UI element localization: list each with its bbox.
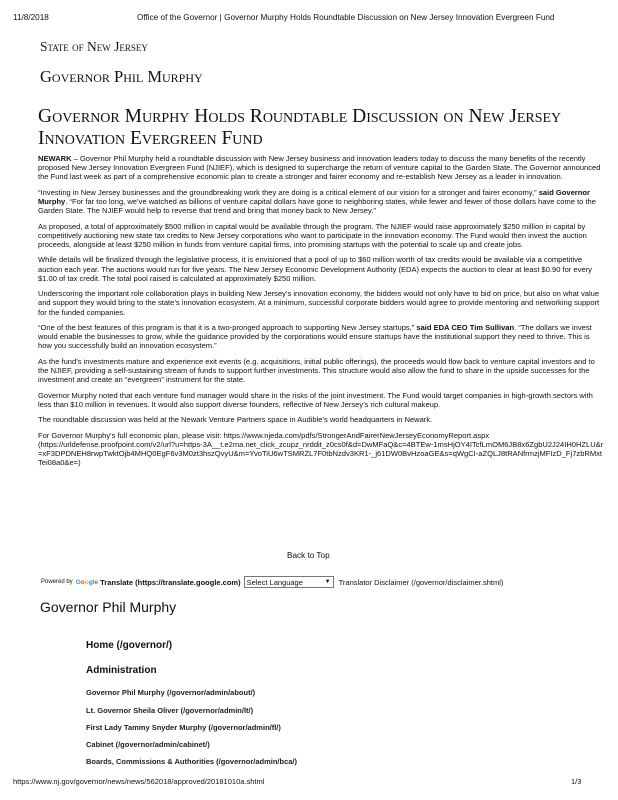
headline-line-1: Governor Murphy Holds Roundtable Discussion on New Jersey bbox=[38, 106, 562, 127]
quote-governor-cont: . “For far too long, we’ve watched as billions of venture capital dollars have gone to neighboring states, while fewer and fewer of those dollars have come to the Garden State. The NJIEF would help to reverse that trend and bring that money back to New Jersey.” bbox=[38, 197, 596, 216]
paragraph-2 bbox=[38, 188, 604, 216]
translate-bar bbox=[41, 576, 503, 588]
dateline: NEWARK bbox=[38, 154, 72, 163]
footer-nav-administration: Administration bbox=[86, 665, 157, 676]
print-page-title: Office of the Governor | Governor Murphy Holds Roundtable Discussion on New Jersey Innovation Evergreen Fund bbox=[137, 13, 555, 22]
state-of-new-jersey-link[interactable]: State of New Jersey bbox=[40, 39, 148, 54]
article-body bbox=[38, 154, 604, 474]
quote-governor: “Investing in New Jersey businesses and the groundbreaking work they are doing is a critical element of our vision for a stronger and fairer economy,” bbox=[38, 187, 539, 197]
quote-eda-cont: . “The dollars we invest would enable the businesses to grow, while the guidance provided by the corporations would ensure startups have the institutional support they need to thrive. This is how you successfully build an innovation ecosystem.” bbox=[38, 322, 592, 351]
chevron-down-icon: ▼ bbox=[324, 579, 331, 585]
paragraph-1 bbox=[38, 154, 604, 182]
footer-nav-item[interactable]: Cabinet (/governor/admin/cabinet/) bbox=[86, 740, 210, 749]
translator-disclaimer-link[interactable]: Translator Disclaimer (/governor/disclaimer.shtml) bbox=[338, 577, 504, 587]
footer-nav-item[interactable]: Governor Phil Murphy (/governor/admin/about/) bbox=[86, 688, 256, 697]
paragraph-7: As the fund’s investments mature and experience exit events (e.g. acquisitions, initial public offerings), the proceeds would flow back to venture capital investors and to the NJIEF, providing a self-sustaining stream of funds to support further investments. This structure would also allow the fund to share in the upside successes for the investment and create an “evergreen” instrument for the state. bbox=[38, 356, 595, 385]
quote-eda: “One of the best features of this program is that it is a two-pronged approach to supporting New Jersey startups,” bbox=[38, 322, 417, 332]
powered-by-label: Powered by bbox=[41, 579, 73, 585]
print-page-number: 1/3 bbox=[571, 777, 582, 786]
economic-plan-tracking-url[interactable]: (https://urldefense.proofpoint.com/v2/url?u=https-3A__t.e2ma.net_click_zcupz_nrddit_z0cs0f&d=DwMFaQ&c=4BTEw-1msHjOY4ITcfLmOM6JB8x6ZgbU2J24IH0HZLU&r=xF3DPDNEH8rwpTwktOjb4MHQ0EgF6v3M0zt3hszQvyU&m=YvoTiU6wTSMRZL7F0tbNzdv3KR1-_j61DW0BvHzoaGE&s=qWgCI-aZQLJ8tRANfrmzjMFIzD_Fj7zbRMxtTei08a0&e=) bbox=[38, 439, 604, 468]
governor-title-link[interactable]: Governor Phil Murphy bbox=[40, 67, 203, 86]
economic-plan-link[interactable]: For Governor Murphy's full economic plan, please visit: https://www.njeda.com/pdfs/StrongerAndFairerNewJerseyEconomyReport.aspx bbox=[38, 430, 490, 440]
footer-nav-item[interactable]: First Lady Tammy Snyder Murphy (/governor/admin/fl/) bbox=[86, 723, 281, 732]
paragraph-10 bbox=[38, 431, 604, 468]
paragraph-4: While details will be finalized through the legislative process, it is envisioned that a pool of up to $60 million worth of tax credits would be available via a competitive auction each year. The auctions would run for five years. The New Jersey Economic Development Authority (EDA) expects the auction to clear at least $0.90 for every $1.00 of tax credit. The total pool raised is calculated at approximately $250 million. bbox=[38, 255, 592, 283]
footer-governor-name: Governor Phil Murphy bbox=[40, 599, 177, 615]
back-to-top-link[interactable]: Back to Top bbox=[287, 551, 330, 560]
language-select[interactable] bbox=[244, 576, 334, 588]
footer-nav-item[interactable]: Boards, Commissions & Authorities (/governor/admin/bca/) bbox=[86, 757, 298, 766]
attribution-eda: said EDA CEO Tim Sullivan bbox=[416, 322, 515, 332]
paragraph-1-text: – Governor Phil Murphy held a roundtable discussion with New Jersey business and innovation leaders today to discuss the many benefits of the recently proposed New Jersey Innovation Evergreen Fund (NJIEF), which is designed to supercharge the return of venture capital to the Garden State. The Governor announced the Fund last week as part of a comprehensive economic plan to create a stronger and fairer economy and re-establish New Jersey as a leader in innovation. bbox=[38, 154, 601, 182]
footer-nav-home[interactable]: Home (/governor/) bbox=[86, 640, 173, 651]
article-headline bbox=[38, 106, 598, 150]
paragraph-3: As proposed, a total of approximately $500 million in capital would be available through the program. The NJIEF would raise approximately $250 million in capital by competitively auctioning new state tax credits to New Jersey corporations who want to participate in the innovation economy. The Fund would then invest the auction proceeds, alongside at least $250 million in funds from venture capital firms, into promising startups with the potential to scale up and create jobs. bbox=[38, 221, 587, 249]
paragraph-6 bbox=[38, 323, 604, 351]
language-select-value: Select Language bbox=[246, 577, 303, 587]
paragraph-9: The roundtable discussion was held at the Newark Venture Partners space in Audible’s world headquarters in Newark. bbox=[38, 415, 433, 425]
attribution-governor: said Governor Murphy bbox=[38, 187, 590, 206]
google-translate-link[interactable]: Translate (https://translate.google.com) bbox=[100, 577, 241, 587]
paragraph-5: Underscoring the important role collaboration plays in building New Jersey’s innovation economy, the bidders would not only have to bid on price, but also on what value and support they would bring to the state’s innovation ecosystem. At a minimum, successful corporate bidders would agree to provide mentoring and networking support for the funded companies. bbox=[38, 289, 600, 317]
paragraph-8: Governor Murphy noted that each venture fund manager would share in the risks of the joint investment. The Fund would target companies in high-growth sectors with less than $10 million in revenues. It would also support diverse founders, reflective of New Jersey’s rich cultural makeup. bbox=[38, 390, 593, 409]
google-logo: Google bbox=[75, 578, 99, 586]
headline-line-2: Innovation Evergreen Fund bbox=[38, 128, 263, 149]
print-date: 11/8/2018 bbox=[13, 13, 49, 22]
print-url: https://www.nj.gov/governor/news/news/562018/approved/20181010a.shtml bbox=[13, 777, 265, 786]
footer-nav-item[interactable]: Lt. Governor Sheila Oliver (/governor/admin/lt/) bbox=[86, 706, 254, 715]
